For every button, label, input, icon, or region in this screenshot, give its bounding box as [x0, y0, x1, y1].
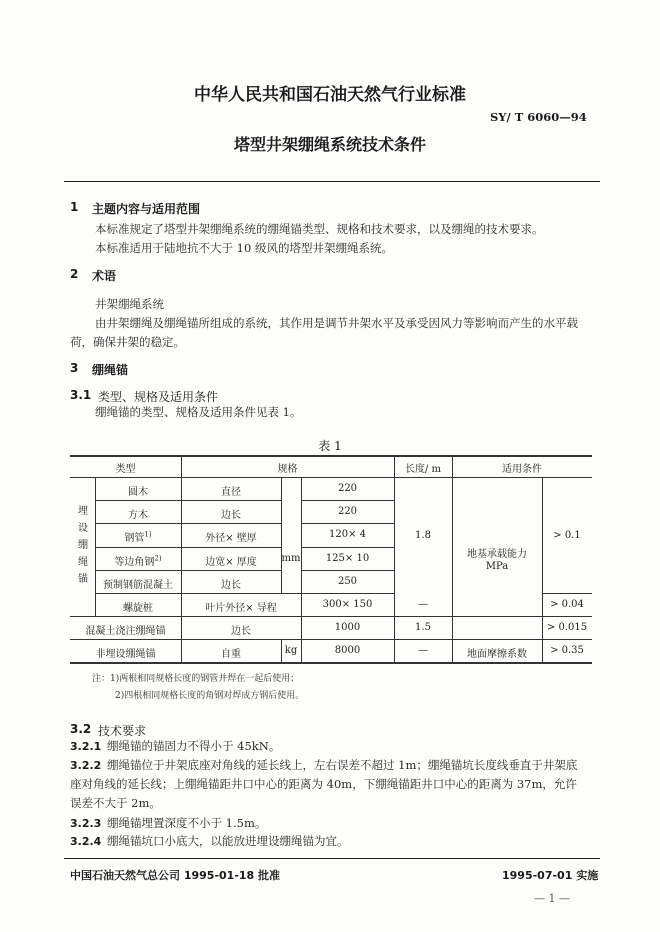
- clause-3-2-4-text: 绷绳锚坑口小底大，以能放进埋设绷绳锚为宜。: [107, 834, 349, 848]
- effective-date: 1995-07-01 实施: [502, 869, 599, 882]
- section-1-para-2: 本标准适用于陆地抗不大于 10 级风的塔型井架绷绳系统。: [95, 241, 393, 255]
- table-row-value: 250: [337, 576, 358, 587]
- table-row-spec: 直径: [221, 487, 241, 498]
- table-row-spec: 边长: [221, 580, 241, 591]
- th-conditions: 适用条件: [502, 464, 542, 475]
- approval-line: 中国石油天然气总公司 1995-01-18 批准: [70, 869, 281, 882]
- section-1-title: 主题内容与适用范围: [92, 202, 201, 216]
- table-row-spec: 边长: [231, 626, 251, 637]
- table-row-value: 120× 4: [328, 529, 366, 540]
- table-row-name: 混凝土浇注绷绳锚: [85, 626, 166, 637]
- table-row-spec: 叶片外径× 导程: [205, 603, 277, 614]
- org-title: 中华人民共和国石油天然气行业标准: [194, 85, 466, 105]
- group-length: 1.8: [415, 530, 431, 541]
- table-row-value: 8000: [334, 645, 361, 656]
- condition-label-unit: MPa: [485, 561, 509, 572]
- th-spec: 规格: [277, 464, 298, 475]
- clause-3-2-1-text: 绷绳锚的锚固力不得小于 45kN。: [107, 739, 281, 753]
- group-label-buried-anchor: 埋 设 绷 绳 锚: [78, 506, 88, 585]
- section-3-1-title: 类型、规格及适用条件: [98, 390, 219, 404]
- clause-3-2-3-text: 绷绳锚埋置深度不小于 1.5m。: [107, 816, 267, 830]
- table-row-value: 220: [337, 506, 358, 517]
- table-row-value: 1000: [334, 622, 361, 633]
- unit-kg: kg: [284, 645, 298, 656]
- table-row-name: 圆木: [128, 487, 148, 498]
- condition-label-bearing: 地基承载能力: [467, 549, 527, 560]
- table-row-name: 方木: [128, 510, 148, 521]
- table-row-spec: 自重: [221, 649, 241, 660]
- section-1-para-1: 本标准规定了塔型井架绷绳系统的绷绳锚类型、规格和技术要求，以及绷绳的技术要求。: [95, 222, 544, 236]
- condition-label-friction: 地面摩擦系数: [467, 649, 527, 660]
- table-row-value: 125× 10: [325, 553, 370, 564]
- header-rule: [64, 181, 600, 182]
- footnote-ref: 1): [144, 530, 152, 539]
- table-row-spec: 外径× 壁厚: [205, 533, 257, 544]
- table-row-name: 等边角钢$^{2)}$: [114, 554, 162, 568]
- clause-3-2-2-line-2: 座对角线的延长线；上绷绳锚距井口中心的距离为 40m，下绷绳锚距井口中心的距离为 37m，允许: [70, 777, 577, 791]
- table-row-condition: > 0.015: [546, 622, 588, 633]
- term-definition-line-2: 荷，确保井架的稳定。: [70, 335, 185, 349]
- section-2-title: 术语: [92, 269, 117, 283]
- table-note-2: 2)四根相同规格长度的角钢对焊成方钢后使用。: [115, 691, 305, 701]
- section-3-2-title: 技术要求: [98, 724, 147, 738]
- table-row-name: 钢管$^{1)}$: [124, 530, 152, 544]
- table-row-condition: > 0.04: [550, 599, 584, 610]
- section-3-1-text: 绷绳锚的类型、规格及适用条件见表 1。: [95, 405, 302, 419]
- table-row-value: 300× 150: [322, 599, 373, 610]
- document-title: 塔型井架绷绳系统技术条件: [233, 135, 426, 154]
- table-row-name: 预制钢筋混凝土: [103, 580, 173, 591]
- table-row-name: 螺旋桩: [123, 603, 153, 614]
- standard-code: SY/ T 6060—94: [490, 110, 587, 124]
- table-row-spec: 边长: [221, 510, 241, 521]
- section-2-number: 2: [70, 267, 79, 281]
- clause-3-2-4-number: 3.2.4: [70, 835, 102, 848]
- unit-mm: mm: [281, 553, 301, 564]
- section-3-number: 3: [70, 361, 79, 375]
- table-row-value: 220: [337, 483, 358, 494]
- group-condition: > 0.1: [553, 530, 581, 541]
- table-row-length: —: [418, 645, 428, 656]
- table-note-1: 注：1)两根相同规格长度的钢管并焊在一起后使用；: [92, 674, 300, 684]
- section-1-number: 1: [70, 200, 79, 214]
- table-caption: 表 1: [318, 439, 342, 453]
- footer-rule: [64, 858, 600, 859]
- table-row-length: 1.5: [415, 622, 431, 633]
- section-3-2-number: 3.2: [70, 722, 92, 736]
- clause-3-2-2-line-1: 绷绳锚位于井架底座对角线的延长线上，左右误差不超过 1m；绷绳锚坑长度线垂直于井架底: [107, 758, 578, 772]
- clause-3-2-2-number: 3.2.2: [70, 759, 102, 772]
- table-row-length: —: [418, 599, 428, 610]
- page-number: — 1 —: [534, 892, 570, 905]
- th-length: 长度/ m: [404, 464, 442, 475]
- table-row-spec: 边宽× 厚度: [205, 557, 257, 568]
- th-type: 类型: [115, 464, 136, 475]
- table-row-name: 非埋设绷绳锚: [95, 649, 156, 660]
- clause-3-2-1-number: 3.2.1: [70, 740, 102, 753]
- term-name: 井架绷绳系统: [95, 297, 164, 311]
- section-3-title: 绷绳锚: [92, 363, 129, 377]
- footnote-ref: 2): [154, 554, 162, 563]
- clause-3-2-2-line-3: 误差不大于 2m。: [70, 796, 161, 810]
- section-3-1-number: 3.1: [70, 388, 92, 402]
- clause-3-2-3-number: 3.2.3: [70, 817, 102, 830]
- table-row-condition: > 0.35: [550, 645, 584, 656]
- term-definition-line-1: 由井架绷绳及绷绳锚所组成的系统，其作用是调节井架水平及承受因风力等影响而产生的水平载: [95, 316, 578, 330]
